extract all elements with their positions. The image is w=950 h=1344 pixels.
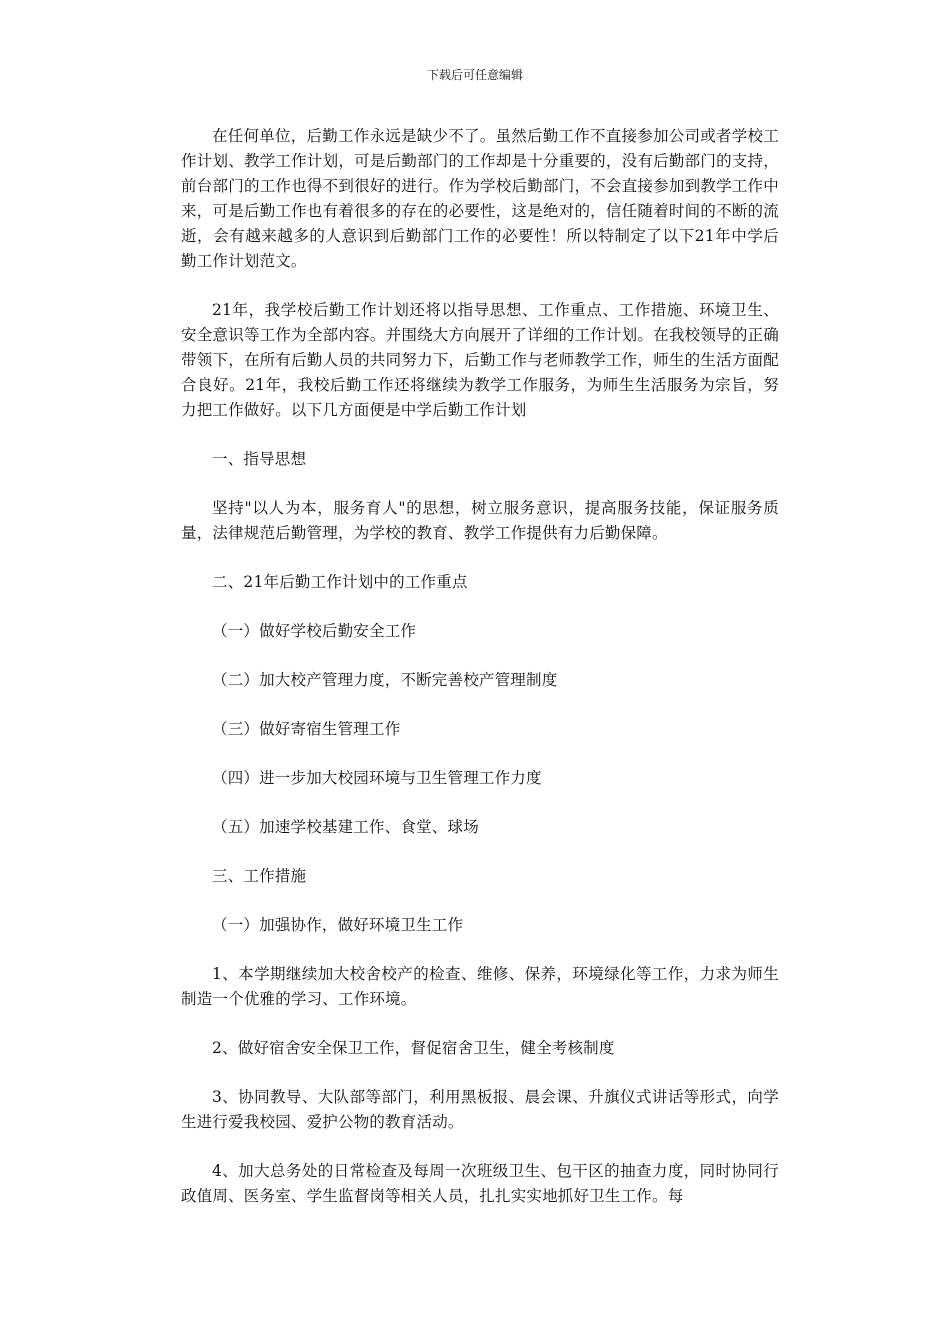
section-heading-guiding-ideology: 一、指导思想 — [212, 450, 307, 468]
measure-item: 4、加大总务处的日常检查及每周一次班级卫生、包干区的抽查力度，同时协同行政值周、医务室、学生监督岗等相关人员，扎扎实实地抓好卫生工作。每 — [181, 1162, 779, 1205]
guiding-ideology-paragraph: 坚持"以人为本，服务育人"的思想，树立服务意识，提高服务技能，保证服务质量，法律规范后勤管理，为学校的教育、教学工作提供有力后勤保障。 — [181, 499, 779, 542]
measure-item: 3、协同教导、大队部等部门，利用黑板报、晨会课、升旗仪式讲话等形式，向学生进行爱我校园、爱护公物的教育活动。 — [181, 1088, 779, 1131]
page-header: 下载后可任意编辑 — [426, 68, 523, 82]
measure-item: 1、本学期继续加大校舍校产的检查、维修、保养，环境绿化等工作，力求为师生制造一个优雅的学习、工作环境。 — [181, 965, 779, 1008]
section-heading-work-measures: 三、工作措施 — [212, 867, 307, 885]
intro-paragraph: 在任何单位，后勤工作永远是缺少不了。虽然后勤工作不直接参加公司或者学校工作计划、教学工作计划，可是后勤部门的工作却是十分重要的，没有后勤部门的支持，前台部门的工作也得不到很好的进行。作为学校后勤部门，不会直接参加到教学工作中来，可是后勤工作也有着很多的存在的必要性，这是绝对的，信任随着时间的不断的流逝，会有越来越多的人意识到后勤部门工作的必要性！所以特制定了以下21年中学后勤工作计划范文。 — [181, 127, 779, 270]
document-body — [181, 124, 779, 1209]
subsection-heading: （一）加强协作，做好环境卫生工作 — [212, 916, 464, 934]
key-point-item: （五）加速学校基建工作、食堂、球场 — [212, 818, 479, 836]
section-heading-key-points: 二、21年后勤工作计划中的工作重点 — [212, 573, 468, 591]
key-point-item: （二）加大校产管理力度，不断完善校产管理制度 — [212, 671, 558, 689]
key-point-item: （四）进一步加大校园环境与卫生管理工作力度 — [212, 769, 542, 787]
measure-item: 2、做好宿舍安全保卫工作，督促宿舍卫生，健全考核制度 — [212, 1039, 615, 1057]
overview-paragraph: 21年，我学校后勤工作计划还将以指导思想、工作重点、工作措施、环境卫生、安全意识等工作为全部内容。并围绕大方向展开了详细的工作计划。在我校领导的正确带领下，在所有后勤人员的共同努力下，后勤工作与老师教学工作，师生的生活方面配合良好。21年，我校后勤工作还将继续为教学工作服务，为师生生活服务为宗旨，努力把工作做好。以下几方面便是中学后勤工作计划 — [181, 301, 779, 419]
key-point-item: （一）做好学校后勤安全工作 — [212, 622, 417, 640]
key-point-item: （三）做好寄宿生管理工作 — [212, 720, 401, 738]
